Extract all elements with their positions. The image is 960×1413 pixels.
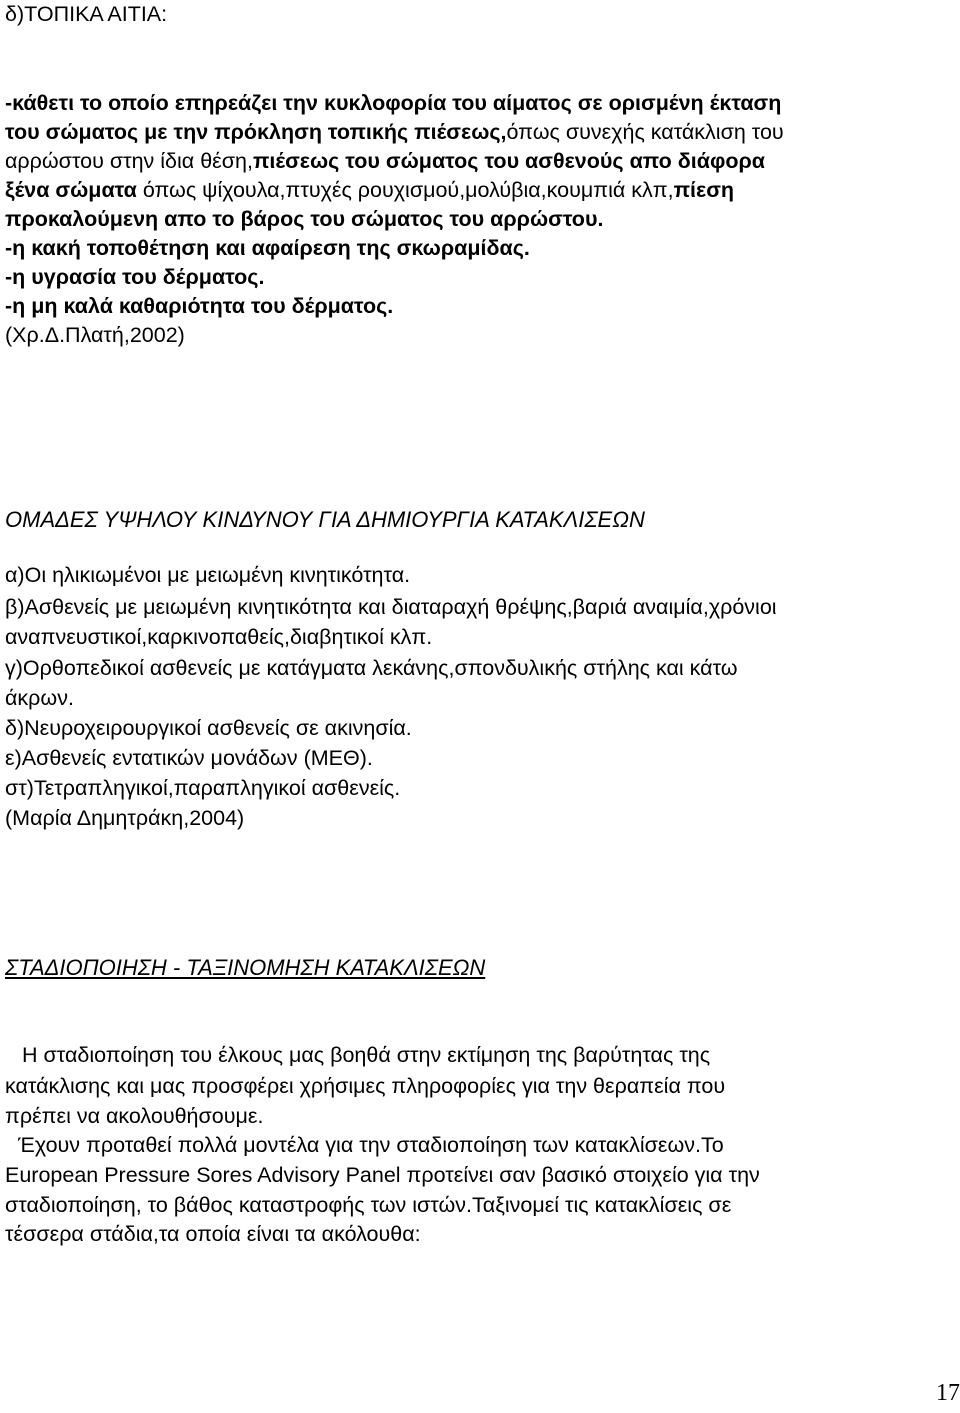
local-causes-line-4-normal: όπως ψίχουλα,πτυχές ρουχισμού,μολύβια,κουμπιά κλπ, bbox=[136, 178, 674, 202]
page-number: 17 bbox=[936, 1380, 960, 1406]
risk-groups-line-5: άκρων. bbox=[5, 686, 74, 710]
risk-groups-line-2: β)Ασθενείς με μειωμένη κινητικότητα και διαταραχή θρέψης,βαριά αναιμία,χρόνιοι bbox=[5, 595, 777, 619]
risk-groups-line-3: αναπνευστικοί,καρκινοπαθείς,διαβητικοί κλπ. bbox=[5, 625, 433, 649]
risk-groups-line-1: α)Οι ηλικιωμένοι με μειωμένη κινητικότητα. bbox=[5, 563, 411, 587]
risk-groups-heading: ΟΜΑΔΕΣ ΥΨΗΛΟΥ ΚΙΝΔΥΝΟΥ ΓΙΑ ΔΗΜΙΟΥΡΓΙΑ ΚΑΤΑΚΛΙΣΕΩΝ bbox=[5, 507, 645, 532]
staging-line-2: κατάκλισης και μας προσφέρει χρήσιμες πληροφορίες για την θεραπεία που bbox=[5, 1074, 726, 1098]
local-causes-line-3-normal: αρρώστου στην ίδια θέση, bbox=[5, 149, 253, 173]
local-causes-line-4-bold-b: πίεση bbox=[673, 178, 735, 202]
risk-groups-citation: (Μαρία Δημητράκη,2004) bbox=[5, 806, 245, 830]
staging-line-3: πρέπει να ακολουθήσουμε. bbox=[5, 1104, 264, 1128]
local-causes-line-3-bold: πιέσεως του σώματος του ασθενούς απο διάφορα bbox=[252, 149, 766, 173]
risk-groups-line-7: ε)Ασθενείς εντατικών μονάδων (ΜΕΘ). bbox=[5, 746, 373, 770]
local-causes-line-2-normal: όπως συνεχής κατάκλιση του bbox=[506, 120, 784, 144]
staging-line-7: τέσσερα στάδια,τα οποία είναι τα ακόλουθα: bbox=[5, 1222, 421, 1246]
staging-line-4: Έχουν προταθεί πολλά μοντέλα για την σταδιοποίηση των κατακλίσεων.Το bbox=[18, 1133, 724, 1157]
local-causes-line-4-bold-a: ξένα σώματα bbox=[5, 178, 137, 202]
local-causes-line-2-bold: του σώματος με την πρόκληση τοπικής πιέσεως, bbox=[5, 120, 507, 144]
local-causes-line-8: -η μη καλά καθαριότητα του δέρματος. bbox=[5, 294, 394, 318]
risk-groups-line-8: στ)Τετραπληγικοί,παραπληγικοί ασθενείς. bbox=[5, 776, 401, 800]
local-causes-line-7: -η υγρασία του δέρματος. bbox=[5, 265, 265, 289]
staging-heading: ΣΤΑΔΙΟΠΟΙΗΣΗ - ΤΑΞΙΝΟΜΗΣΗ ΚΑΤΑΚΛΙΣΕΩΝ bbox=[5, 955, 486, 980]
risk-groups-line-4: γ)Ορθοπεδικοί ασθενείς με κατάγματα λεκάνης,σπονδυλικής στήλης και κάτω bbox=[5, 656, 738, 680]
local-causes-line-1: -κάθετι το οποίο επηρεάζει την κυκλοφορία του αίματος σε ορισμένη έκταση bbox=[5, 91, 782, 115]
local-causes-line-3 bbox=[5, 147, 765, 176]
local-causes-line-2 bbox=[5, 118, 784, 147]
local-causes-citation: (Χρ.Δ.Πλατή,2002) bbox=[5, 323, 185, 347]
risk-groups-line-6: δ)Νευροχειρουργικοί ασθενείς σε ακινησία. bbox=[5, 716, 412, 740]
staging-line-1: Η σταδιοποίηση του έλκους μας βοηθά στην εκτίμηση της βαρύτητας της bbox=[22, 1043, 711, 1067]
staging-line-6: σταδιοποίηση, το βάθος καταστροφής των ιστών.Ταξινομεί τις κατακλίσεις σε bbox=[5, 1193, 732, 1217]
staging-line-5: European Pressure Sores Advisory Panel προτείνει σαν βασικό στοιχείο για την bbox=[5, 1163, 760, 1187]
local-causes-line-5: προκαλούμενη απο το βάρος του σώματος του αρρώστου. bbox=[5, 207, 604, 231]
section-heading-local-causes: δ)ΤΟΠΙΚΑ ΑΙΤΙΑ: bbox=[5, 2, 168, 26]
local-causes-line-4 bbox=[5, 176, 734, 205]
local-causes-line-6: -η κακή τοποθέτηση και αφαίρεση της σκωραμίδας. bbox=[5, 236, 530, 260]
